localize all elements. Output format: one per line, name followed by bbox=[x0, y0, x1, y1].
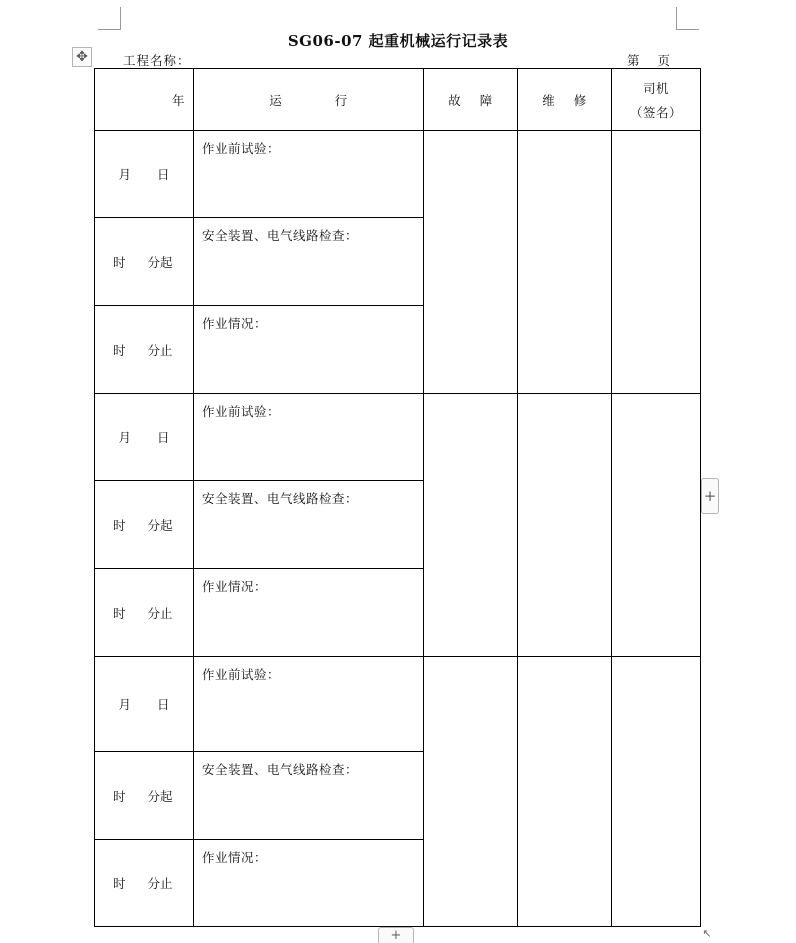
work-status-cell[interactable]: 作业情况： bbox=[194, 306, 424, 394]
plus-icon: + bbox=[390, 928, 402, 943]
fault-cell[interactable] bbox=[424, 394, 518, 657]
date-cell bbox=[95, 394, 194, 481]
minute-start-label: 分起 bbox=[147, 254, 173, 270]
table-row bbox=[95, 131, 701, 218]
table-row bbox=[95, 394, 701, 481]
add-column-button[interactable] bbox=[378, 927, 414, 943]
repair-cell[interactable] bbox=[518, 657, 612, 927]
resize-corner-icon: ↖ bbox=[702, 926, 712, 940]
page-number-label: 第 页 bbox=[627, 53, 670, 68]
fault-cell[interactable] bbox=[424, 131, 518, 394]
day-label: 日 bbox=[157, 697, 170, 712]
day-label: 日 bbox=[157, 430, 170, 445]
header-year: 年 bbox=[95, 69, 194, 131]
minute-stop-label: 分止 bbox=[147, 342, 173, 358]
stop-time-cell bbox=[95, 569, 194, 657]
hour-label: 时 bbox=[113, 254, 126, 270]
header-signature-label: （签名） bbox=[629, 104, 682, 120]
safety-check-cell[interactable]: 安全装置、电气线路检查： bbox=[194, 752, 424, 840]
table-resize-handle[interactable] bbox=[700, 927, 714, 939]
day-label: 日 bbox=[157, 167, 170, 182]
pre-test-cell[interactable]: 作业前试验： bbox=[194, 131, 424, 218]
plus-icon: + bbox=[703, 487, 717, 505]
safety-check-cell[interactable]: 安全装置、电气线路检查： bbox=[194, 218, 424, 306]
crane-operation-record-table bbox=[94, 68, 701, 927]
pre-test-cell[interactable]: 作业前试验： bbox=[194, 394, 424, 481]
repair-cell[interactable] bbox=[518, 394, 612, 657]
minute-stop-label: 分止 bbox=[147, 605, 173, 621]
page-corner-mark-top-left bbox=[98, 7, 121, 30]
header-fault: 故 障 bbox=[424, 69, 518, 131]
header-operation: 运 行 bbox=[194, 69, 424, 131]
month-label: 月 bbox=[118, 167, 131, 182]
repair-cell[interactable] bbox=[518, 131, 612, 394]
driver-signature-cell[interactable] bbox=[612, 394, 701, 657]
start-time-cell bbox=[95, 481, 194, 569]
hour-label: 时 bbox=[113, 876, 126, 891]
date-cell bbox=[95, 657, 194, 752]
add-row-button[interactable] bbox=[701, 478, 719, 514]
stop-time-cell bbox=[95, 840, 194, 927]
start-time-cell bbox=[95, 218, 194, 306]
hour-label: 时 bbox=[113, 342, 126, 358]
header-driver-label: 司机 bbox=[642, 80, 669, 96]
start-time-cell bbox=[95, 752, 194, 840]
pre-test-cell[interactable]: 作业前试验： bbox=[194, 657, 424, 752]
hour-label: 时 bbox=[113, 517, 126, 533]
driver-signature-cell[interactable] bbox=[612, 131, 701, 394]
safety-check-cell[interactable]: 安全装置、电气线路检查： bbox=[194, 481, 424, 569]
minute-start-label: 分起 bbox=[147, 517, 173, 533]
minute-stop-label: 分止 bbox=[147, 876, 173, 891]
table-row bbox=[95, 657, 701, 752]
driver-signature-cell[interactable] bbox=[612, 657, 701, 927]
stop-time-cell bbox=[95, 306, 194, 394]
hour-label: 时 bbox=[113, 788, 126, 804]
minute-start-label: 分起 bbox=[147, 788, 173, 804]
date-cell bbox=[95, 131, 194, 218]
month-label: 月 bbox=[118, 430, 131, 445]
month-label: 月 bbox=[118, 697, 131, 712]
move-arrows-icon: ✥ bbox=[76, 49, 88, 65]
table-header-row bbox=[95, 69, 701, 131]
fault-cell[interactable] bbox=[424, 657, 518, 927]
hour-label: 时 bbox=[113, 605, 126, 621]
document-title: SG06-07 起重机械运行记录表 bbox=[287, 32, 509, 50]
work-status-cell[interactable]: 作业情况： bbox=[194, 569, 424, 657]
header-repair: 维 修 bbox=[518, 69, 612, 131]
work-status-cell[interactable]: 作业情况： bbox=[194, 840, 424, 927]
header-driver-signature bbox=[612, 69, 701, 131]
page-corner-mark-top-right bbox=[676, 7, 699, 30]
project-name-label: 工程名称： bbox=[123, 53, 191, 68]
